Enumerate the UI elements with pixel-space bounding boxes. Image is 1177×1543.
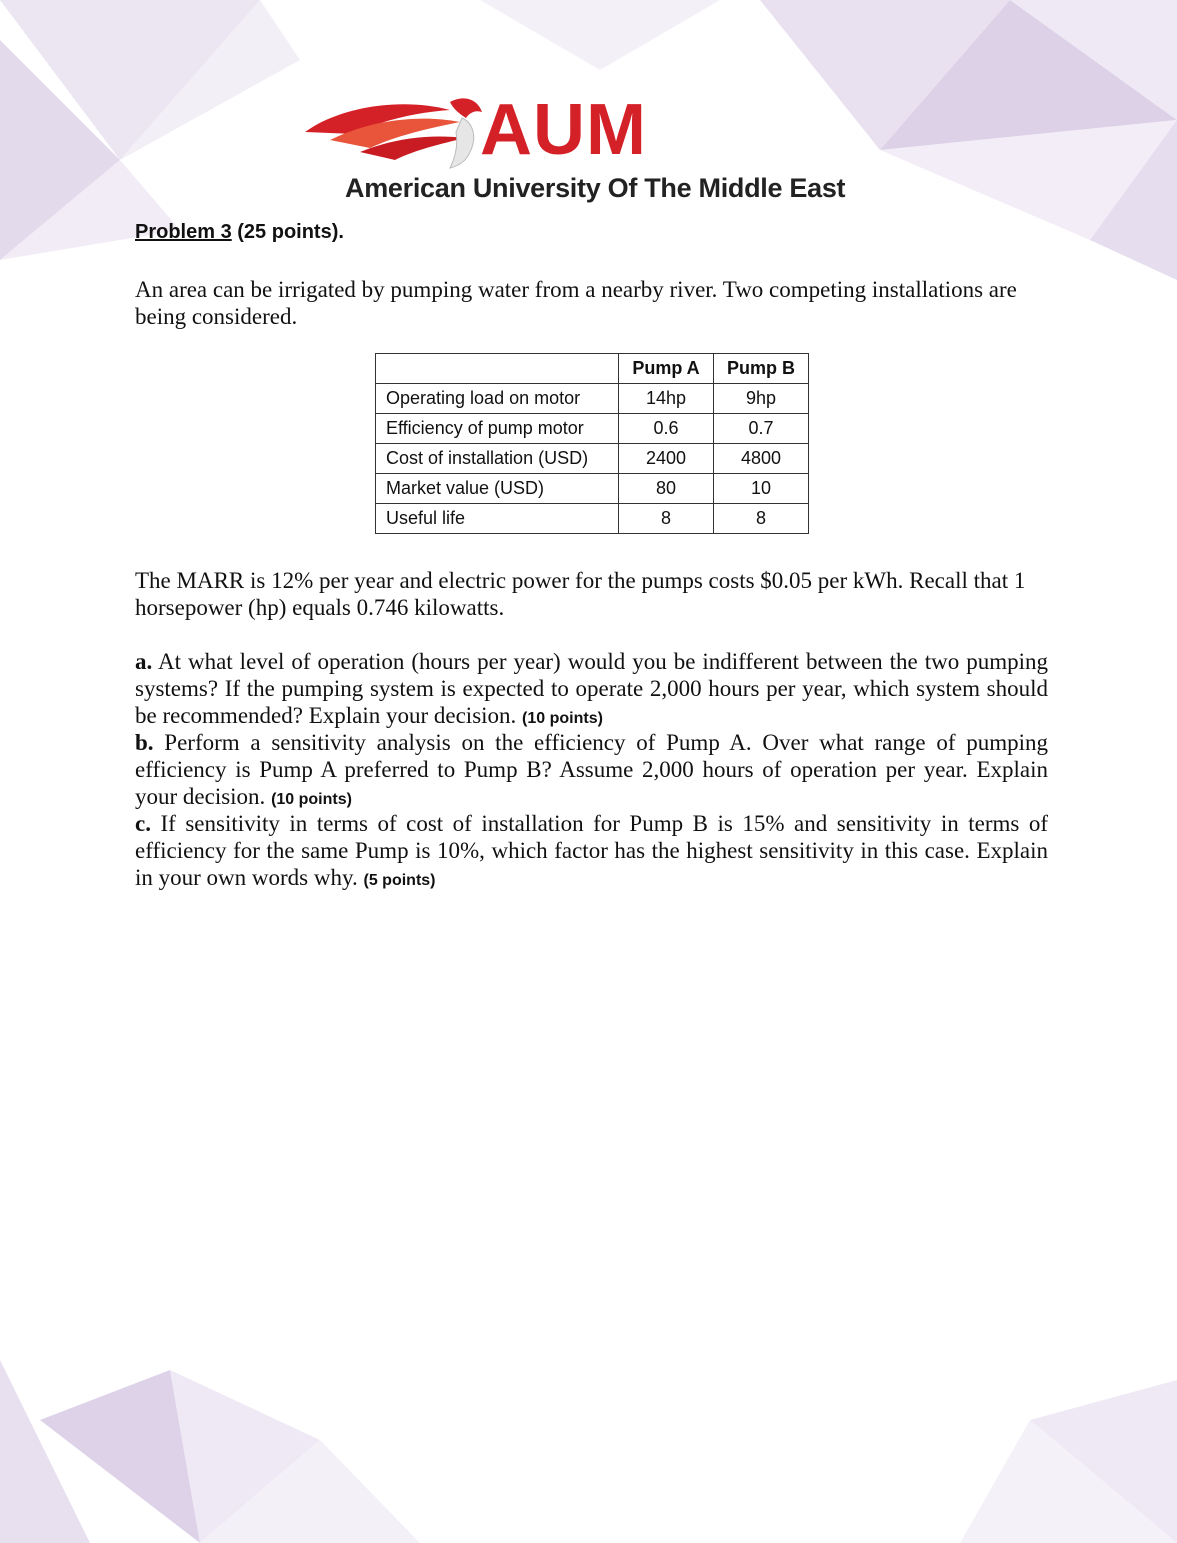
- question-c: [135, 810, 1048, 894]
- pump-b-value: 10: [714, 474, 809, 504]
- logo-acronym: AUM: [480, 90, 647, 170]
- row-label: Operating load on motor: [376, 384, 619, 414]
- row-label: Cost of installation (USD): [376, 444, 619, 474]
- pump-b-value: 0.7: [714, 414, 809, 444]
- table-row: [376, 444, 809, 474]
- table-row: [376, 414, 809, 444]
- question-letter: c.: [135, 811, 151, 836]
- question-text: At what level of operation (hours per year) would you be indifferent between the two pumping systems? If the pumping system is expected to operate 2,000 hours per year, which system should be recommended? Explain your decision.: [135, 649, 1049, 728]
- question-a: [135, 648, 1048, 732]
- intro-paragraph: An area can be irrigated by pumping water from a nearby river. Two competing installations are being considered.: [135, 277, 1017, 329]
- table-header-empty: [376, 354, 619, 384]
- question-b: [135, 729, 1048, 813]
- problem-label: Problem 3: [135, 221, 232, 243]
- pump-a-value: 2400: [619, 444, 714, 474]
- question-text: If sensitivity in terms of cost of installation for Pump B is 15% and sensitivity in terms of efficiency for the same Pump is 10%, which factor has the highest sensitivity in this case. Explain in your own words why.: [135, 811, 1049, 890]
- pump-comparison-table: [375, 353, 809, 534]
- question-text: Perform a sensitivity analysis on the efficiency of Pump A. Over what range of pumping efficiency is Pump A preferred to Pump B? Assume 2,000 hours of operation per year. Explain your decision.: [135, 730, 1049, 809]
- question-points: (10 points): [271, 791, 352, 808]
- pump-b-value: 4800: [714, 444, 809, 474]
- table-row: [376, 504, 809, 534]
- question-letter: b.: [135, 730, 154, 755]
- pump-a-value: 0.6: [619, 414, 714, 444]
- table-header-pump-b: Pump B: [714, 354, 809, 384]
- problem-points: (25 points).: [237, 221, 344, 243]
- phoenix-icon: [300, 92, 490, 172]
- row-label: Efficiency of pump motor: [376, 414, 619, 444]
- question-points: (10 points): [522, 710, 603, 727]
- pump-a-value: 8: [619, 504, 714, 534]
- problem-heading: [135, 219, 344, 245]
- question-points: (5 points): [363, 872, 436, 889]
- university-name: American University Of The Middle East: [345, 173, 846, 203]
- pump-a-value: 80: [619, 474, 714, 504]
- table-header-row: [376, 354, 809, 384]
- table-row: [376, 474, 809, 504]
- pump-a-value: 14hp: [619, 384, 714, 414]
- marr-paragraph: The MARR is 12% per year and electric power for the pumps costs $0.05 per kWh. Recall that 1 horsepower (hp) equals 0.746 kilowatts.: [135, 568, 1026, 620]
- row-label: Market value (USD): [376, 474, 619, 504]
- table-row: [376, 384, 809, 414]
- row-label: Useful life: [376, 504, 619, 534]
- question-letter: a.: [135, 649, 153, 674]
- table-header-pump-a: Pump A: [619, 354, 714, 384]
- pump-b-value: 9hp: [714, 384, 809, 414]
- university-logo: [300, 92, 860, 212]
- pump-b-value: 8: [714, 504, 809, 534]
